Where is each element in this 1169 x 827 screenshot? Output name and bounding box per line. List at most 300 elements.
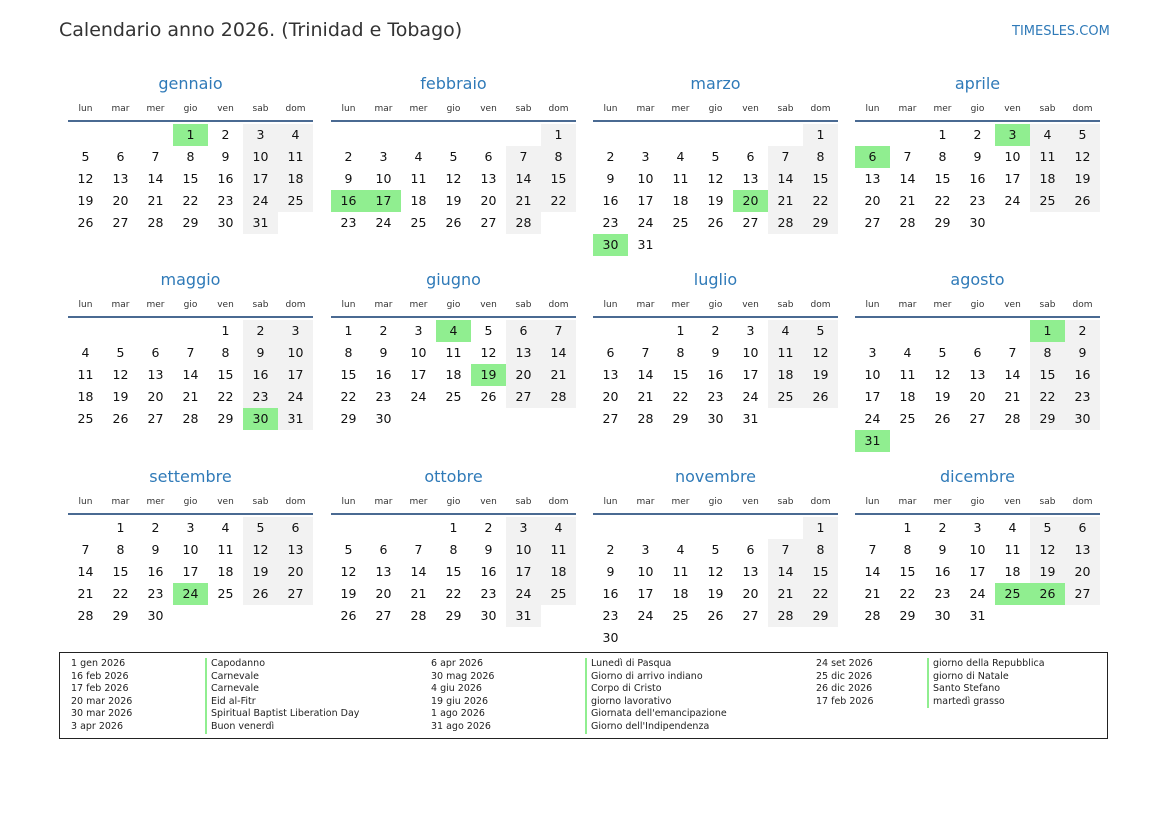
- day-cell: 10: [278, 342, 313, 364]
- day-cell: 5: [1030, 517, 1065, 539]
- day-cell: 28: [147, 215, 164, 230]
- day-cell: 12: [803, 342, 838, 364]
- legend-date: 6 apr 2026: [431, 658, 484, 669]
- day-cell: 21: [637, 389, 654, 404]
- day-cell: 29: [217, 411, 234, 426]
- day-cell: 2: [344, 149, 353, 164]
- legend-date: 16 feb 2026: [71, 670, 129, 682]
- day-cell: 11: [278, 146, 313, 168]
- day-cell: 26: [445, 215, 462, 230]
- day-cell: 20: [506, 364, 541, 386]
- day-cell: 22: [934, 193, 951, 208]
- legend-date: 26 dic 2026: [816, 683, 873, 695]
- day-cell: 10: [506, 539, 541, 561]
- day-cell: 28: [77, 608, 94, 623]
- holiday-day: 30: [243, 408, 278, 430]
- month-name: aprile: [954, 74, 1001, 93]
- day-cell: 14: [77, 564, 94, 579]
- legend-holiday-name: Capodanno: [211, 658, 266, 669]
- weekday-label: ven: [742, 300, 759, 310]
- day-cell: 11: [768, 342, 803, 364]
- legend-names: [585, 658, 727, 734]
- day-cell: 15: [445, 564, 462, 579]
- day-cell: 11: [445, 345, 462, 360]
- legend-holiday-name: Santo Stefano: [933, 683, 1001, 695]
- weekday-label: lun: [603, 300, 618, 310]
- day-cell: 8: [938, 149, 947, 164]
- site-link[interactable]: TIMESLES.COM: [1012, 24, 1110, 39]
- weekday-label: ven: [1004, 104, 1021, 114]
- legend-holiday-name: Giorno dell'Indipendenza: [591, 720, 710, 732]
- day-cell: 10: [637, 564, 654, 579]
- day-cell: 25: [445, 389, 462, 404]
- day-cell: 13: [112, 171, 129, 186]
- legend-holiday-name: giorno lavorativo: [591, 695, 672, 707]
- day-cell: 13: [506, 342, 541, 364]
- day-cell: 1: [676, 323, 685, 338]
- day-cell: 9: [606, 171, 615, 186]
- day-cell: 7: [641, 345, 650, 360]
- weekday-label: mer: [409, 300, 428, 310]
- legend-holiday-name: Corpo di Cristo: [591, 683, 662, 695]
- legend-dates: [816, 658, 874, 708]
- day-cell: 20: [112, 193, 129, 208]
- day-cell: 10: [864, 367, 881, 382]
- day-cell: 26: [77, 215, 94, 230]
- day-cell: 27: [112, 215, 129, 230]
- day-cell: 12: [480, 345, 497, 360]
- day-cell: 16: [147, 564, 164, 579]
- day-cell: 12: [707, 171, 724, 186]
- page-title: Calendario anno 2026. (Trinidad e Tobago): [59, 19, 463, 41]
- day-cell: 17: [182, 564, 199, 579]
- day-cell: 16: [243, 364, 278, 386]
- weekday-label: dom: [285, 104, 306, 114]
- day-cell: 29: [340, 411, 357, 426]
- day-cell: 15: [1030, 364, 1065, 386]
- day-cell: 8: [541, 146, 576, 168]
- day-cell: 18: [768, 364, 803, 386]
- day-cell: 7: [768, 146, 803, 168]
- day-cell: 17: [278, 364, 313, 386]
- day-cell: 10: [637, 171, 654, 186]
- day-cell: 2: [379, 323, 388, 338]
- day-cell: 15: [899, 564, 916, 579]
- day-cell: 1: [221, 323, 230, 338]
- day-cell: 6: [746, 149, 755, 164]
- day-cell: 5: [938, 345, 947, 360]
- legend-date: 30 mar 2026: [71, 708, 133, 720]
- day-cell: 10: [375, 171, 392, 186]
- day-cell: 22: [217, 389, 234, 404]
- weekday-label: dom: [548, 104, 569, 114]
- day-cell: 7: [81, 542, 90, 557]
- day-cell: 5: [803, 320, 838, 342]
- day-cell: 11: [217, 542, 234, 557]
- holiday-legend: [59, 652, 1108, 739]
- day-cell: 25: [768, 386, 803, 408]
- day-cell: 27: [506, 386, 541, 408]
- weekday-label: mar: [374, 104, 393, 114]
- legend-holiday-name: Lunedì di Pasqua: [591, 658, 672, 669]
- day-cell: 14: [506, 168, 541, 190]
- day-cell: 12: [243, 539, 278, 561]
- day-cell: 18: [445, 367, 462, 382]
- day-cell: 8: [186, 149, 195, 164]
- day-cell: 15: [217, 367, 234, 382]
- day-cell: 15: [182, 171, 199, 186]
- legend-date: 17 feb 2026: [816, 695, 874, 707]
- month-name: giugno: [426, 270, 481, 289]
- day-cell: 20: [742, 586, 759, 601]
- weekday-label: sab: [777, 104, 794, 114]
- day-cell: 27: [147, 411, 164, 426]
- day-cell: 22: [112, 586, 129, 601]
- weekday-label: lun: [341, 300, 356, 310]
- day-cell: 2: [243, 320, 278, 342]
- day-cell: 1: [903, 520, 912, 535]
- day-cell: 11: [899, 367, 916, 382]
- month-gennaio: [68, 74, 313, 254]
- day-cell: 2: [484, 520, 493, 535]
- weekday-label: ven: [480, 300, 497, 310]
- weekday-label: ven: [742, 497, 759, 507]
- day-cell: 6: [278, 517, 313, 539]
- day-cell: 31: [243, 212, 278, 234]
- day-cell: 26: [243, 583, 278, 605]
- day-cell: 23: [480, 586, 497, 601]
- day-cell: 7: [868, 542, 877, 557]
- day-cell: 23: [340, 215, 357, 230]
- day-cell: 5: [344, 542, 353, 557]
- day-cell: 17: [864, 389, 881, 404]
- day-cell: 10: [410, 345, 427, 360]
- day-cell: 17: [969, 564, 986, 579]
- holiday-day: 3: [995, 124, 1030, 146]
- day-cell: 26: [707, 608, 724, 623]
- day-cell: 13: [147, 367, 164, 382]
- day-cell: 22: [1030, 386, 1065, 408]
- day-cell: 18: [1004, 564, 1021, 579]
- day-cell: 18: [672, 193, 689, 208]
- day-cell: 16: [602, 193, 619, 208]
- day-cell: 14: [768, 561, 803, 583]
- weekday-label: ven: [480, 104, 497, 114]
- day-cell: 25: [1030, 190, 1065, 212]
- day-cell: 4: [278, 124, 313, 146]
- day-cell: 7: [1008, 345, 1017, 360]
- month-novembre: [593, 467, 838, 647]
- day-cell: 23: [934, 586, 951, 601]
- legend-date: 1 ago 2026: [431, 708, 485, 720]
- day-cell: 5: [81, 149, 90, 164]
- day-cell: 4: [768, 320, 803, 342]
- weekday-label: mar: [374, 497, 393, 507]
- day-cell: 2: [151, 520, 160, 535]
- day-cell: 17: [410, 367, 427, 382]
- month-name: settembre: [149, 467, 232, 486]
- day-cell: 30: [480, 608, 497, 623]
- day-cell: 30: [217, 215, 234, 230]
- header-divider: [593, 513, 838, 515]
- weekday-label: mer: [933, 497, 952, 507]
- holiday-day: 17: [366, 190, 401, 212]
- day-cell: 15: [541, 168, 576, 190]
- legend-holiday-name: Buon venerdì: [211, 720, 275, 732]
- day-cell: 25: [672, 608, 689, 623]
- day-cell: 14: [899, 171, 916, 186]
- weekday-label: gio: [183, 104, 198, 114]
- day-cell: 6: [116, 149, 125, 164]
- day-cell: 19: [707, 193, 724, 208]
- day-cell: 10: [1004, 149, 1021, 164]
- day-cell: 4: [1030, 124, 1065, 146]
- day-cell: 27: [278, 583, 313, 605]
- day-cell: 29: [803, 605, 838, 627]
- day-cell: 9: [344, 171, 353, 186]
- day-cell: 6: [484, 149, 493, 164]
- day-cell: 4: [676, 149, 685, 164]
- weekday-label: mar: [374, 300, 393, 310]
- day-cell: 22: [899, 586, 916, 601]
- day-cell: 19: [803, 364, 838, 386]
- day-cell: 29: [182, 215, 199, 230]
- legend-dates: [431, 658, 494, 734]
- day-cell: 29: [112, 608, 129, 623]
- day-cell: 19: [112, 389, 129, 404]
- weekday-label: mer: [933, 300, 952, 310]
- day-cell: 14: [147, 171, 164, 186]
- day-cell: 17: [1004, 171, 1021, 186]
- day-cell: 12: [340, 564, 357, 579]
- day-cell: 27: [742, 215, 759, 230]
- day-cell: 7: [506, 146, 541, 168]
- weekday-label: sab: [252, 104, 269, 114]
- day-cell: 14: [410, 564, 427, 579]
- weekday-label: lun: [865, 497, 880, 507]
- holiday-day: 6: [855, 146, 890, 168]
- weekday-label: mar: [636, 104, 655, 114]
- day-cell: 25: [541, 583, 576, 605]
- day-cell: 27: [480, 215, 497, 230]
- weekday-label: lun: [78, 300, 93, 310]
- weekday-label: dom: [1072, 497, 1093, 507]
- day-cell: 6: [746, 542, 755, 557]
- weekday-label: mer: [146, 497, 165, 507]
- day-cell: 16: [969, 171, 986, 186]
- weekday-label: mer: [671, 497, 690, 507]
- day-cell: 15: [672, 367, 689, 382]
- day-cell: 23: [602, 608, 619, 623]
- day-cell: 13: [742, 171, 759, 186]
- day-cell: 7: [541, 320, 576, 342]
- weekday-label: dom: [548, 497, 569, 507]
- day-cell: 2: [711, 323, 720, 338]
- day-cell: 7: [414, 542, 423, 557]
- day-cell: 29: [1030, 408, 1065, 430]
- weekday-label: gio: [708, 104, 723, 114]
- weekday-label: sab: [1039, 497, 1056, 507]
- day-cell: 11: [1004, 542, 1021, 557]
- day-cell: 23: [147, 586, 164, 601]
- day-cell: 24: [506, 583, 541, 605]
- day-cell: 30: [147, 608, 164, 623]
- day-cell: 16: [217, 171, 234, 186]
- day-cell: 10: [182, 542, 199, 557]
- day-cell: 28: [768, 212, 803, 234]
- weekday-label: ven: [1004, 497, 1021, 507]
- weekday-label: dom: [1072, 104, 1093, 114]
- day-cell: 1: [803, 517, 838, 539]
- day-cell: 9: [938, 542, 947, 557]
- day-cell: 1: [938, 127, 947, 142]
- holiday-day: 25: [995, 583, 1030, 605]
- day-cell: 4: [676, 542, 685, 557]
- day-cell: 18: [217, 564, 234, 579]
- weekday-label: ven: [217, 497, 234, 507]
- day-cell: 15: [934, 171, 951, 186]
- day-cell: 29: [445, 608, 462, 623]
- day-cell: 9: [484, 542, 493, 557]
- day-cell: 13: [864, 171, 881, 186]
- day-cell: 1: [449, 520, 458, 535]
- legend-dates: [71, 658, 132, 734]
- day-cell: 20: [864, 193, 881, 208]
- day-cell: 11: [1030, 146, 1065, 168]
- day-cell: 30: [375, 411, 392, 426]
- day-cell: 30: [602, 630, 619, 645]
- legend-holiday-name: Giornata dell'emancipazione: [591, 708, 727, 720]
- month-agosto: [855, 270, 1100, 450]
- day-cell: 27: [742, 608, 759, 623]
- day-cell: 5: [1065, 124, 1100, 146]
- day-cell: 21: [147, 193, 164, 208]
- holiday-day: 20: [733, 190, 768, 212]
- weekday-label: sab: [1039, 300, 1056, 310]
- day-cell: 14: [1004, 367, 1021, 382]
- day-cell: 19: [77, 193, 94, 208]
- weekday-label: sab: [252, 497, 269, 507]
- day-cell: 4: [1008, 520, 1017, 535]
- weekday-label: mar: [636, 300, 655, 310]
- day-cell: 5: [484, 323, 493, 338]
- day-cell: 19: [445, 193, 462, 208]
- day-cell: 20: [1065, 561, 1100, 583]
- day-cell: 1: [541, 124, 576, 146]
- day-cell: 13: [375, 564, 392, 579]
- day-cell: 28: [768, 605, 803, 627]
- day-cell: 22: [445, 586, 462, 601]
- day-cell: 8: [344, 345, 353, 360]
- header-divider: [331, 120, 576, 122]
- weekday-label: mer: [409, 497, 428, 507]
- day-cell: 1: [803, 124, 838, 146]
- header-divider: [593, 120, 838, 122]
- day-cell: 3: [278, 320, 313, 342]
- day-cell: 2: [938, 520, 947, 535]
- day-cell: 3: [746, 323, 755, 338]
- day-cell: 3: [379, 149, 388, 164]
- weekday-label: sab: [252, 300, 269, 310]
- day-cell: 13: [742, 564, 759, 579]
- day-cell: 23: [602, 215, 619, 230]
- weekday-label: sab: [515, 497, 532, 507]
- weekday-label: sab: [515, 104, 532, 114]
- weekday-label: lun: [341, 104, 356, 114]
- day-cell: 21: [182, 389, 199, 404]
- day-cell: 19: [934, 389, 951, 404]
- day-cell: 3: [868, 345, 877, 360]
- day-cell: 24: [864, 411, 881, 426]
- day-cell: 2: [973, 127, 982, 142]
- day-cell: 13: [602, 367, 619, 382]
- day-cell: 8: [116, 542, 125, 557]
- day-cell: 8: [803, 146, 838, 168]
- legend-holiday-name: Eid al-Fitr: [211, 695, 256, 707]
- day-cell: 20: [969, 389, 986, 404]
- weekday-label: mar: [898, 300, 917, 310]
- day-cell: 23: [217, 193, 234, 208]
- day-cell: 18: [899, 389, 916, 404]
- day-cell: 31: [506, 605, 541, 627]
- day-cell: 31: [278, 408, 313, 430]
- legend-holiday-name: Giorno di arrivo indiano: [591, 670, 703, 682]
- day-cell: 9: [606, 564, 615, 579]
- weekday-label: mar: [111, 104, 130, 114]
- day-cell: 30: [707, 411, 724, 426]
- weekday-label: mer: [409, 104, 428, 114]
- day-cell: 5: [449, 149, 458, 164]
- day-cell: 27: [969, 411, 986, 426]
- holiday-day: 24: [173, 583, 208, 605]
- month-name: luglio: [693, 270, 738, 289]
- legend-date: 20 mar 2026: [71, 695, 133, 707]
- holiday-day: 19: [471, 364, 506, 386]
- legend-date: 4 giu 2026: [431, 683, 482, 695]
- day-cell: 2: [606, 149, 615, 164]
- legend-holiday-name: Carnevale: [211, 670, 259, 682]
- day-cell: 24: [969, 586, 986, 601]
- day-cell: 26: [112, 411, 129, 426]
- day-cell: 6: [506, 320, 541, 342]
- day-cell: 12: [112, 367, 129, 382]
- month-giugno: [331, 270, 576, 450]
- month-luglio: [593, 270, 838, 450]
- weekday-label: mer: [146, 104, 165, 114]
- day-cell: 9: [1065, 342, 1100, 364]
- day-cell: 8: [676, 345, 685, 360]
- day-cell: 13: [969, 367, 986, 382]
- day-cell: 28: [506, 212, 541, 234]
- day-cell: 5: [243, 517, 278, 539]
- day-cell: 6: [606, 345, 615, 360]
- day-cell: 4: [903, 345, 912, 360]
- day-cell: 20: [147, 389, 164, 404]
- weekday-label: gio: [708, 300, 723, 310]
- day-cell: 7: [768, 539, 803, 561]
- day-cell: 7: [186, 345, 195, 360]
- day-cell: 5: [711, 542, 720, 557]
- day-cell: 28: [410, 608, 427, 623]
- day-cell: 5: [711, 149, 720, 164]
- weekday-label: lun: [341, 497, 356, 507]
- month-ottobre: [331, 467, 576, 647]
- legend-date: 17 feb 2026: [71, 683, 129, 695]
- day-cell: 25: [77, 411, 94, 426]
- legend-holiday-name: giorno della Repubblica: [933, 658, 1045, 669]
- month-settembre: [68, 467, 313, 647]
- day-cell: 4: [541, 517, 576, 539]
